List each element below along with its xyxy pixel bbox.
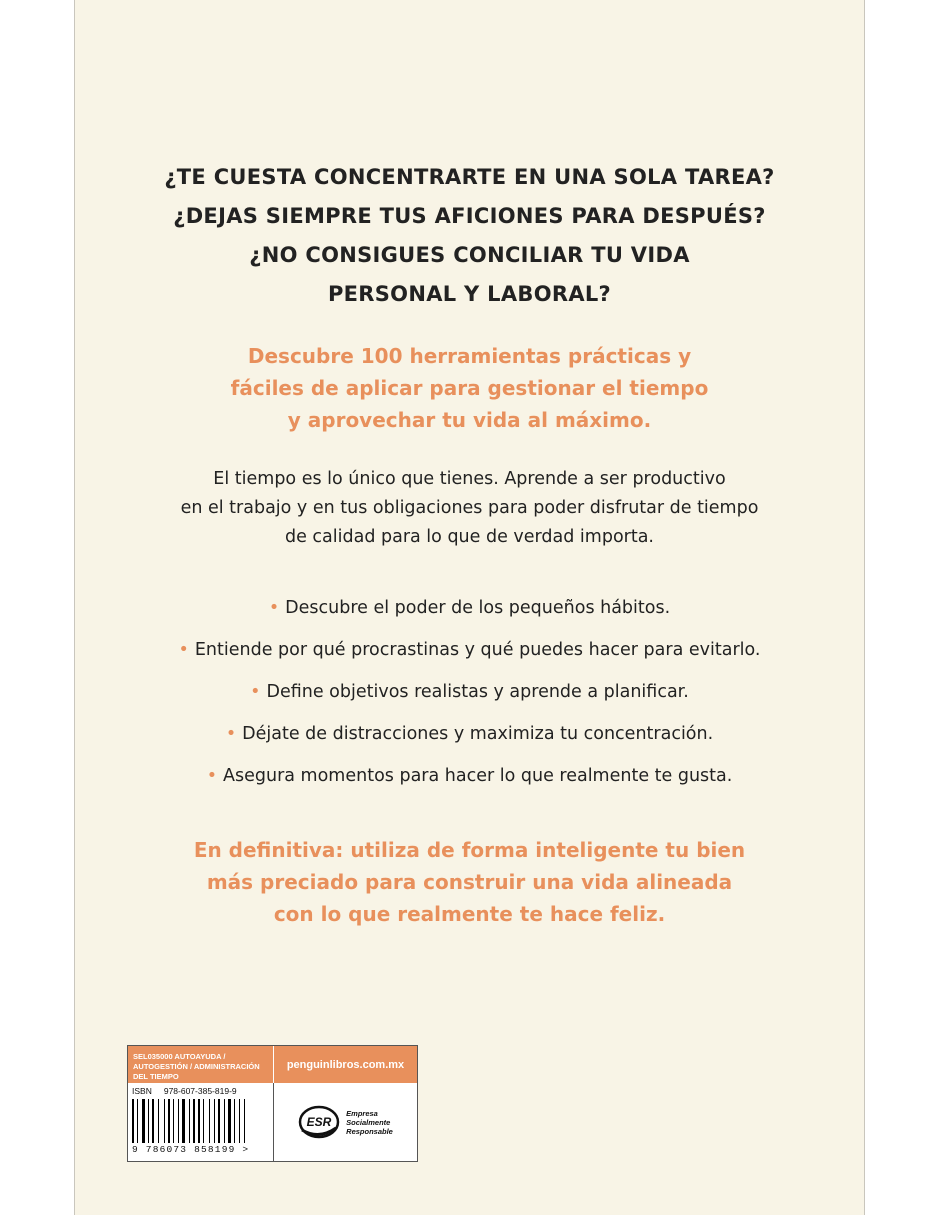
list-item-text: Descubre el poder de los pequeños hábitos. bbox=[285, 598, 671, 618]
barcode-bar bbox=[139, 1099, 141, 1143]
barcode-bar bbox=[239, 1099, 240, 1143]
highlight-line: Descubre 100 herramientas prácticas y bbox=[247, 344, 692, 368]
highlight-line: y aprovechar tu vida al máximo. bbox=[287, 408, 652, 432]
barcode-bar bbox=[236, 1099, 238, 1143]
list-item bbox=[75, 764, 864, 788]
barcode-bar bbox=[226, 1099, 227, 1143]
esr-label-line: Socialmente bbox=[346, 1117, 391, 1127]
conclusion-line: En definitiva: utiliza de forma inteligente tu bien bbox=[193, 838, 746, 862]
barcode-header bbox=[128, 1046, 417, 1083]
isbn-number: 978-607-385-819-9 bbox=[163, 1086, 237, 1096]
barcode-bar bbox=[186, 1099, 188, 1143]
barcode-bar bbox=[241, 1099, 243, 1143]
barcode-bar bbox=[168, 1099, 170, 1143]
barcode-bar bbox=[166, 1099, 167, 1143]
bullet-icon: • bbox=[250, 682, 261, 702]
conclusion-line: más preciado para construir una vida alineada bbox=[206, 870, 733, 894]
barcode-bar bbox=[178, 1099, 179, 1143]
website-label: penguinlibros.com.mx bbox=[274, 1046, 417, 1083]
barcode-area bbox=[128, 1083, 274, 1161]
highlight-line: fáciles de aplicar para gestionar el tiempo bbox=[230, 376, 709, 400]
barcode-bar bbox=[234, 1099, 235, 1143]
barcode-bar bbox=[193, 1099, 195, 1143]
barcode-bar bbox=[148, 1099, 149, 1143]
barcode-bar bbox=[164, 1099, 165, 1143]
barcode-bar bbox=[224, 1099, 225, 1143]
barcode-bar bbox=[155, 1099, 157, 1143]
category-label: SEL035000 AUTOAYUDA / AUTOGESTIÓN / ADMINISTRACIÓN DEL TIEMPO bbox=[128, 1046, 274, 1083]
barcode-bar bbox=[244, 1099, 245, 1143]
barcode-body bbox=[128, 1083, 417, 1161]
list-item-text: Asegura momentos para hacer lo que realmente te gusta. bbox=[223, 766, 733, 786]
barcode-bar bbox=[146, 1099, 147, 1143]
barcode-bar bbox=[135, 1099, 136, 1143]
barcode-bar bbox=[150, 1099, 151, 1143]
esr-logo-text: ESR bbox=[306, 1115, 332, 1129]
list-item-text: Entiende por qué procrastinas y qué puedes hacer para evitarlo. bbox=[194, 640, 761, 660]
bullet-list bbox=[75, 596, 864, 806]
intro-line: en el trabajo y en tus obligaciones para poder disfrutar de tiempo bbox=[180, 498, 759, 518]
barcode-bar bbox=[201, 1099, 202, 1143]
barcode-bar bbox=[171, 1099, 172, 1143]
barcode-bar bbox=[203, 1099, 204, 1143]
esr-badge bbox=[274, 1083, 417, 1161]
bullet-icon: • bbox=[206, 766, 218, 786]
bullet-icon: • bbox=[225, 724, 237, 744]
barcode-bar bbox=[182, 1099, 185, 1143]
barcode-bar bbox=[214, 1099, 215, 1143]
conclusion-line: con lo que realmente te hace feliz. bbox=[273, 902, 666, 926]
barcode-bar bbox=[175, 1099, 177, 1143]
barcode-bar bbox=[232, 1099, 233, 1143]
barcode-bar bbox=[198, 1099, 200, 1143]
barcode-bar bbox=[173, 1099, 174, 1143]
list-item bbox=[75, 680, 864, 704]
intro-paragraph bbox=[75, 465, 864, 552]
barcode-bar bbox=[209, 1099, 210, 1143]
isbn-line bbox=[132, 1086, 269, 1096]
barcode-bar bbox=[196, 1099, 197, 1143]
barcode-bar bbox=[158, 1099, 159, 1143]
barcode-bars bbox=[132, 1099, 269, 1143]
bullet-icon: • bbox=[268, 598, 280, 618]
question-line: PERSONAL Y LABORAL? bbox=[327, 282, 612, 306]
highlight-block bbox=[75, 340, 864, 436]
barcode-bar bbox=[211, 1099, 213, 1143]
esr-logo-icon bbox=[298, 1104, 340, 1140]
barcode-bar bbox=[246, 1099, 247, 1143]
barcode-bar bbox=[191, 1099, 192, 1143]
questions-block bbox=[75, 158, 864, 314]
isbn-label: ISBN bbox=[132, 1086, 152, 1096]
list-item bbox=[75, 596, 864, 620]
bullet-icon: • bbox=[178, 640, 189, 660]
intro-line: El tiempo es lo único que tienes. Aprende a ser productivo bbox=[213, 469, 726, 489]
list-item-text: Déjate de distracciones y maximiza tu concentración. bbox=[242, 724, 714, 744]
question-line: ¿DEJAS SIEMPRE TUS AFICIONES PARA DESPUÉS? bbox=[173, 204, 766, 228]
barcode-bar bbox=[180, 1099, 181, 1143]
barcode-bar bbox=[137, 1099, 138, 1143]
esr-label-line: Empresa bbox=[346, 1108, 378, 1118]
conclusion-block bbox=[75, 834, 864, 930]
barcode-bar bbox=[218, 1099, 220, 1143]
barcode-number: 9 786073 858199 > bbox=[132, 1144, 250, 1155]
list-item bbox=[75, 722, 864, 746]
barcode-bar bbox=[142, 1099, 145, 1143]
list-item bbox=[75, 638, 864, 662]
list-item-text: Define objetivos realistas y aprende a planificar. bbox=[266, 682, 689, 702]
barcode-bar bbox=[152, 1099, 154, 1143]
barcode-bar bbox=[205, 1099, 208, 1143]
back-cover bbox=[74, 0, 865, 1215]
barcode-panel bbox=[127, 1045, 418, 1162]
barcode-bar bbox=[160, 1099, 163, 1143]
barcode-bar bbox=[132, 1099, 134, 1143]
barcode-bar bbox=[189, 1099, 190, 1143]
barcode-bar bbox=[221, 1099, 223, 1143]
intro-line: de calidad para lo que de verdad importa. bbox=[284, 527, 654, 547]
barcode-bar bbox=[228, 1099, 231, 1143]
question-line: ¿TE CUESTA CONCENTRARTE EN UNA SOLA TAREA? bbox=[164, 165, 775, 189]
esr-label-line: Responsable bbox=[346, 1126, 393, 1136]
esr-label bbox=[346, 1109, 393, 1136]
question-line: ¿NO CONSIGUES CONCILIAR TU VIDA bbox=[249, 243, 690, 267]
barcode-bar bbox=[216, 1099, 217, 1143]
